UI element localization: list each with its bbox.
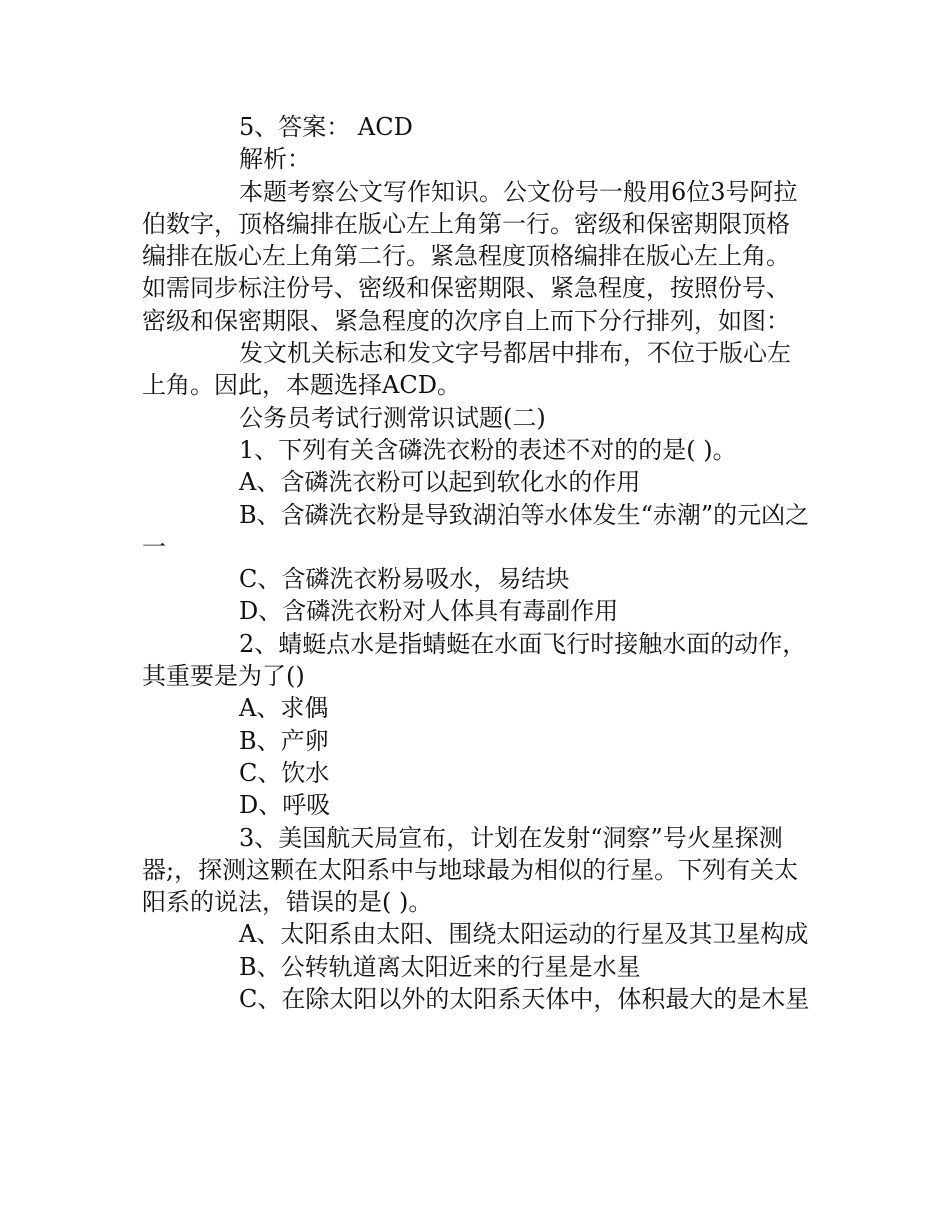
question-2-option-d: D、呼吸 <box>239 791 331 820</box>
question-2-option-b: B、产卵 <box>239 726 329 755</box>
question-2: 2、蜻蜓点水是指蜻蜓在水面飞行时接触水面的动作，其重要是为了() <box>142 629 807 691</box>
question-3: 3、美国航天局宣布，计划在发射“洞察”号火星探测器;，探测这颗在太阳系中与地球最为相似的行星。下列有关太阳系的说法，错误的是( )。 <box>142 823 799 917</box>
question-3-option-a: A、太阳系由太阳、围绕太阳运动的行星及其卫星构成 <box>239 920 809 949</box>
analysis-label: 解析： <box>239 145 311 174</box>
question-1: 1、下列有关含磷洗衣粉的表述不对的的是( )。 <box>239 435 737 464</box>
question-1-option-c: C、含磷洗衣粉易吸水，易结块 <box>239 565 570 594</box>
question-1-option-d: D、含磷洗衣粉对人体具有毒副作用 <box>239 597 619 626</box>
section-title: 公务员考试行测常识试题(二) <box>239 403 546 432</box>
answer-line: 5、答案： ACD <box>239 113 413 141</box>
question-1-option-b: B、含磷洗衣粉是导致湖泊等水体发生“赤潮”的元凶之一 <box>142 500 810 561</box>
analysis-conclusion: 发文机关标志和发文字号都居中排布，不位于版心左上角。因此，本题选择ACD。 <box>142 339 791 400</box>
document-body <box>142 111 812 1015</box>
question-3-option-c: C、在除太阳以外的太阳系天体中，体积最大的是木星 <box>239 985 810 1014</box>
analysis-paragraph: 本题考察公文写作知识。公文份号一般用6位3号阿拉伯数字，顶格编排在版心左上角第一行。密级和保密期限顶格编排在版心左上角第二行。紧急程度顶格编排在版心左上角。如需同步标注份号、密级和保密期限、紧急程度，按照份号、密级和保密期限、紧急程度的次序自上而下分行排列，如图： <box>142 177 798 335</box>
question-2-option-c: C、饮水 <box>239 758 330 787</box>
question-1-option-a: A、含磷洗衣粉可以起到软化水的作用 <box>239 468 641 497</box>
question-2-option-a: A、求偶 <box>239 694 329 723</box>
question-3-option-b: B、公转轨道离太阳近来的行星是水星 <box>239 952 641 981</box>
